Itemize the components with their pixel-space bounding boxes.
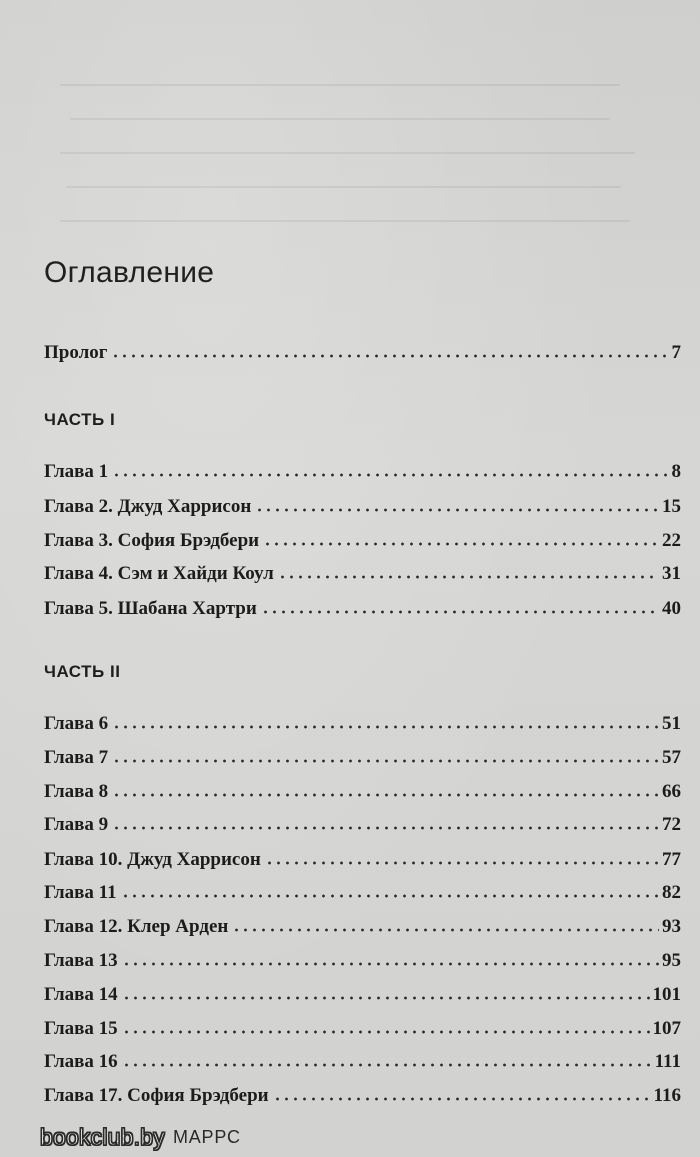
toc-entry[interactable] xyxy=(44,978,681,1006)
toc-entry[interactable] xyxy=(44,1079,681,1107)
toc-entry-title: Глава 15 xyxy=(44,1018,118,1039)
toc-entry-title: Глава 14 xyxy=(44,984,118,1005)
toc-entry-prologue[interactable] xyxy=(44,336,681,364)
toc-entry-page: 82 xyxy=(662,882,681,903)
toc-entry-page: 77 xyxy=(662,849,681,870)
toc-entry-page: 15 xyxy=(662,496,681,517)
toc-entry-title: Глава 7 xyxy=(44,747,109,768)
watermark-logo: bookclub.by xyxy=(40,1123,165,1150)
toc-entry[interactable] xyxy=(44,944,681,972)
toc-entry-page: 51 xyxy=(662,713,681,734)
dot-leader xyxy=(261,609,659,615)
toc-entry-page: 22 xyxy=(662,530,681,551)
part-label: ЧАСТЬ II xyxy=(44,662,121,681)
toc-entry[interactable] xyxy=(44,808,681,836)
toc-heading: Оглавление xyxy=(44,256,215,289)
toc-entry-title: Глава 11 xyxy=(44,882,117,903)
dot-leader xyxy=(112,724,659,730)
toc-entry-title: Глава 9 xyxy=(44,814,109,835)
toc-entry-page: 66 xyxy=(662,781,681,802)
dot-leader xyxy=(232,927,659,933)
toc-entry-title: Глава 2. Джуд Харрисон xyxy=(44,496,252,517)
bleed-through-line xyxy=(70,118,610,120)
toc-entry[interactable] xyxy=(44,490,681,518)
toc-entry[interactable] xyxy=(44,524,681,552)
dot-leader xyxy=(111,353,668,359)
part-label: ЧАСТЬ I xyxy=(44,410,116,429)
toc-entry[interactable] xyxy=(44,876,681,904)
dot-leader xyxy=(263,541,659,547)
toc-entry-title: Глава 4. Сэм и Хайди Коул xyxy=(44,563,274,584)
toc-entry[interactable] xyxy=(44,741,681,769)
dot-leader xyxy=(265,860,659,866)
toc-entry[interactable] xyxy=(44,455,681,483)
toc-entry[interactable] xyxy=(44,557,681,585)
toc-entry-title: Глава 16 xyxy=(44,1051,118,1072)
toc-entry-title: Глава 13 xyxy=(44,950,118,971)
toc-entry-title: Глава 5. Шабана Хартри xyxy=(44,598,257,619)
dot-leader xyxy=(122,995,650,1001)
dot-leader xyxy=(112,758,659,764)
toc-entry[interactable] xyxy=(44,910,681,938)
toc-entry-page: 72 xyxy=(662,814,681,835)
toc-entry-page: 116 xyxy=(653,1085,681,1106)
dot-leader xyxy=(112,472,668,478)
toc-entry-page: 40 xyxy=(662,598,681,619)
toc-entry-title: Глава 10. Джуд Харрисон xyxy=(44,849,261,870)
dot-leader xyxy=(112,792,659,798)
toc-entry[interactable] xyxy=(44,843,681,871)
toc-entry-page: 111 xyxy=(654,1051,681,1072)
toc-entry-page: 57 xyxy=(662,747,681,768)
dot-leader xyxy=(112,825,659,831)
bleed-through-line xyxy=(66,186,621,188)
dot-leader xyxy=(278,574,659,580)
toc-entry[interactable] xyxy=(44,707,681,735)
dot-leader xyxy=(255,507,659,513)
toc-entry-title: Пролог xyxy=(44,342,108,363)
toc-entry-title: Глава 12. Клер Арден xyxy=(44,916,229,937)
toc-entry-title: Глава 1 xyxy=(44,461,109,482)
toc-entry[interactable] xyxy=(44,1012,681,1040)
bleed-through-line xyxy=(60,84,620,86)
toc-entry[interactable] xyxy=(44,592,681,620)
toc-entry-title: Глава 6 xyxy=(44,713,109,734)
toc-entry[interactable] xyxy=(44,1045,681,1073)
toc-entry-title: Глава 8 xyxy=(44,781,109,802)
bleed-through-line xyxy=(60,220,630,222)
running-footer-author: МАРРС xyxy=(172,1126,241,1147)
dot-leader xyxy=(122,961,659,967)
toc-entry-page: 95 xyxy=(662,950,681,971)
toc-entry[interactable] xyxy=(44,775,681,803)
toc-entry-page: 101 xyxy=(652,984,681,1005)
dot-leader xyxy=(273,1096,651,1102)
toc-entry-page: 107 xyxy=(652,1018,681,1039)
toc-entry-page: 93 xyxy=(662,916,681,937)
bleed-through-line xyxy=(60,152,635,154)
toc-entry-page: 7 xyxy=(671,342,681,363)
toc-entry-page: 8 xyxy=(671,461,681,482)
toc-entry-title: Глава 17. София Брэдбери xyxy=(44,1085,269,1106)
toc-entry-page: 31 xyxy=(662,563,681,584)
toc-entry-title: Глава 3. София Брэдбери xyxy=(44,530,260,551)
page-footer xyxy=(40,1120,241,1154)
dot-leader xyxy=(121,893,659,899)
dot-leader xyxy=(122,1029,650,1035)
dot-leader xyxy=(122,1062,652,1068)
